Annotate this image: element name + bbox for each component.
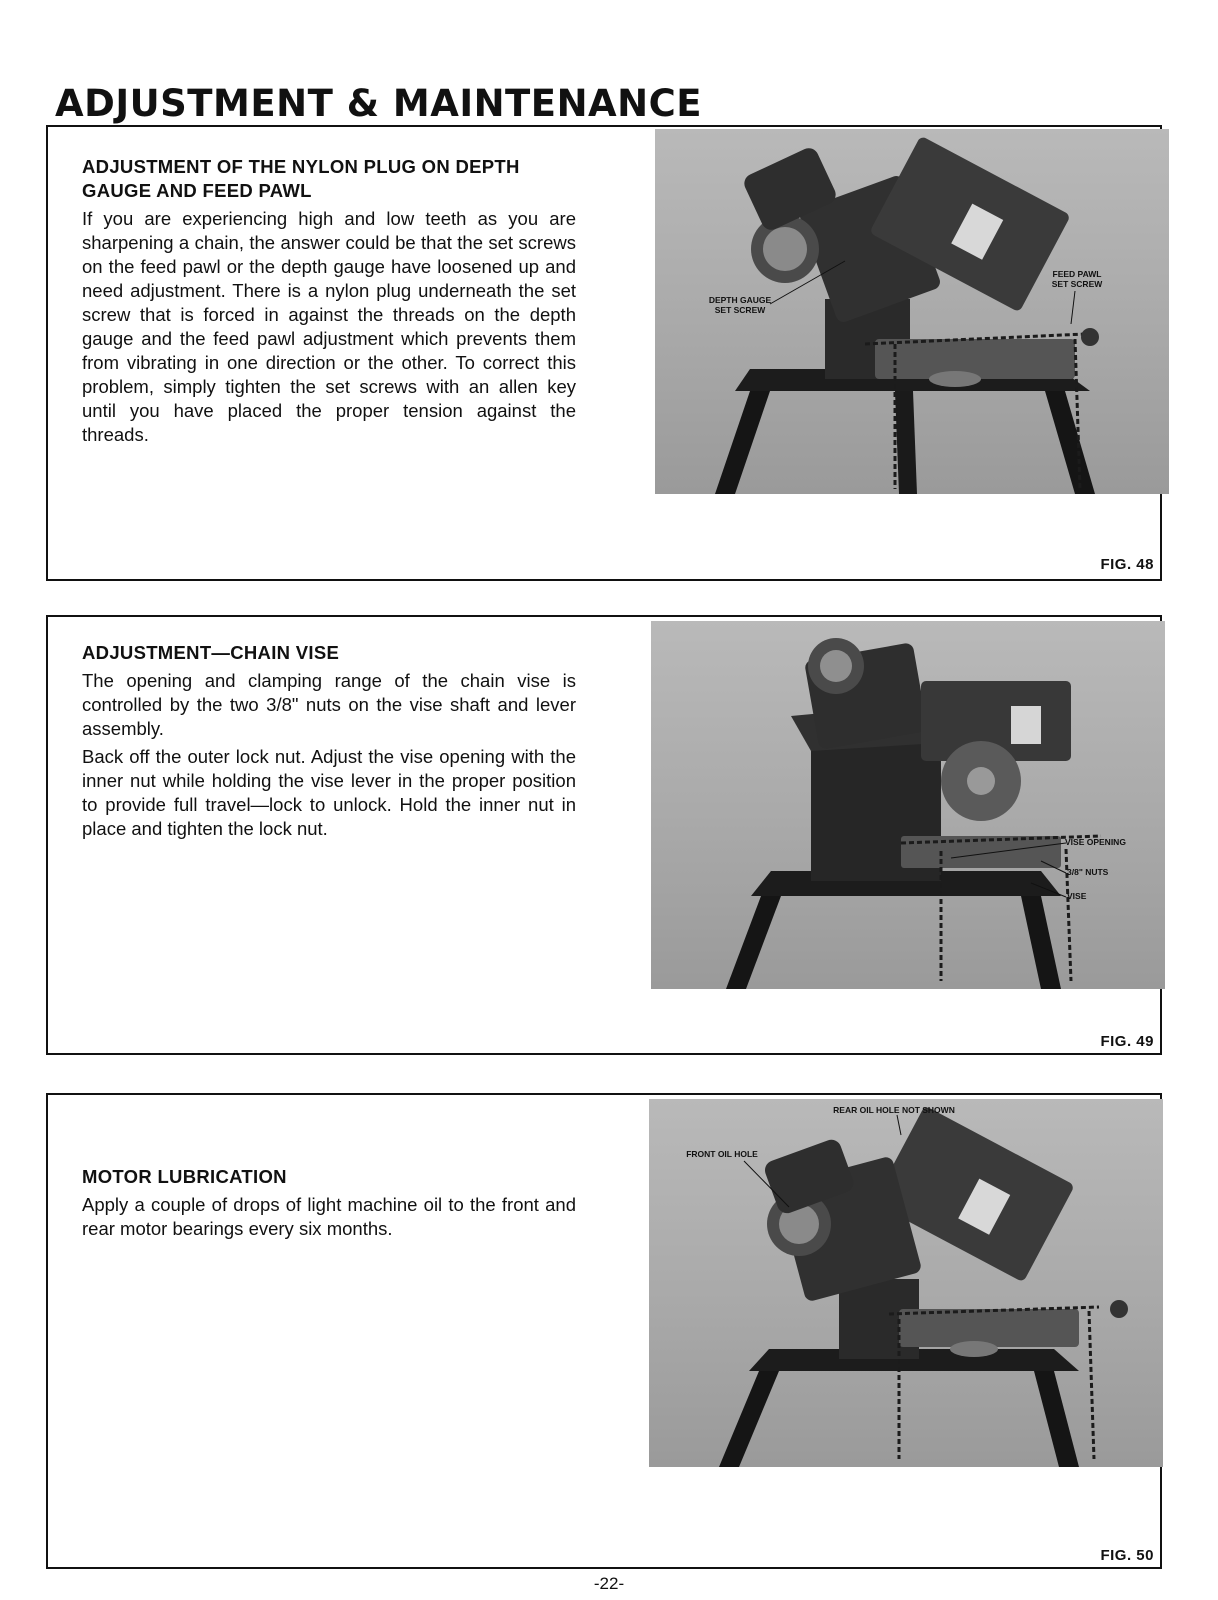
callout-front-oil-hole: FRONT OIL HOLE bbox=[686, 1149, 758, 1159]
section-motor-lubrication bbox=[46, 1093, 1162, 1569]
sharpener-photo-illustration bbox=[651, 621, 1165, 989]
page-number: -22- bbox=[593, 1574, 625, 1593]
section-text bbox=[82, 1165, 576, 1245]
callout-vise: VISE bbox=[1067, 891, 1087, 901]
section-paragraph: Back off the outer lock nut. Adjust the vise opening with the inner nut while holding the vise lever in the proper position to provide full travel—lock to unlock. Hold the inner nut in place and tighten the lock nut. bbox=[82, 746, 576, 839]
section-heading: ADJUSTMENT OF THE NYLON PLUG ON DEPTH GAUGE AND FEED PAWL bbox=[82, 156, 520, 201]
page-title: ADJUSTMENT & MAINTENANCE bbox=[55, 82, 703, 125]
section-depth-gauge-feed-pawl bbox=[46, 125, 1162, 581]
section-paragraph: Apply a couple of drops of light machine oil to the front and rear motor bearings every six months. bbox=[82, 1194, 576, 1239]
section-text bbox=[82, 641, 576, 845]
callout-vise-opening: VISE OPENING bbox=[1065, 837, 1126, 847]
figure-caption: FIG. 48 bbox=[1100, 556, 1154, 573]
callout-nuts: 3/8" NUTS bbox=[1067, 867, 1109, 877]
section-chain-vise bbox=[46, 615, 1162, 1055]
section-paragraph: If you are experiencing high and low teeth as you are sharpening a chain, the answer could be that the set screws on the feed pawl or the depth gauge have loosened up and need adjustment. There is a nylon plug underneath the set screw that is forced in against the threads on the depth gauge and the feed pawl adjustment which prevents them from vibrating in one direction or the other. To correct this problem, simply tighten the set screws with an allen key until you have placed the proper tension against the threads. bbox=[82, 208, 576, 445]
callout-feed-pawl-set-screw: FEED PAWL SET SCREW bbox=[1051, 269, 1103, 289]
figure-photo bbox=[655, 129, 1169, 494]
section-paragraph: The opening and clamping range of the chain vise is controlled by the two 3/8" nuts on the vise shaft and lever assembly. bbox=[82, 670, 576, 739]
section-heading: MOTOR LUBRICATION bbox=[82, 1166, 287, 1187]
figure-photo bbox=[649, 1099, 1163, 1467]
section-heading: ADJUSTMENT—CHAIN VISE bbox=[82, 642, 340, 663]
callout-rear-oil-hole: REAR OIL HOLE NOT SHOWN bbox=[833, 1105, 955, 1115]
callout-depth-gauge-set-screw: DEPTH GAUGE SET SCREW bbox=[708, 295, 772, 315]
figure-photo bbox=[651, 621, 1165, 989]
figure-caption: FIG. 50 bbox=[1100, 1547, 1154, 1564]
figure-caption: FIG. 49 bbox=[1100, 1033, 1154, 1050]
section-text bbox=[82, 155, 576, 451]
